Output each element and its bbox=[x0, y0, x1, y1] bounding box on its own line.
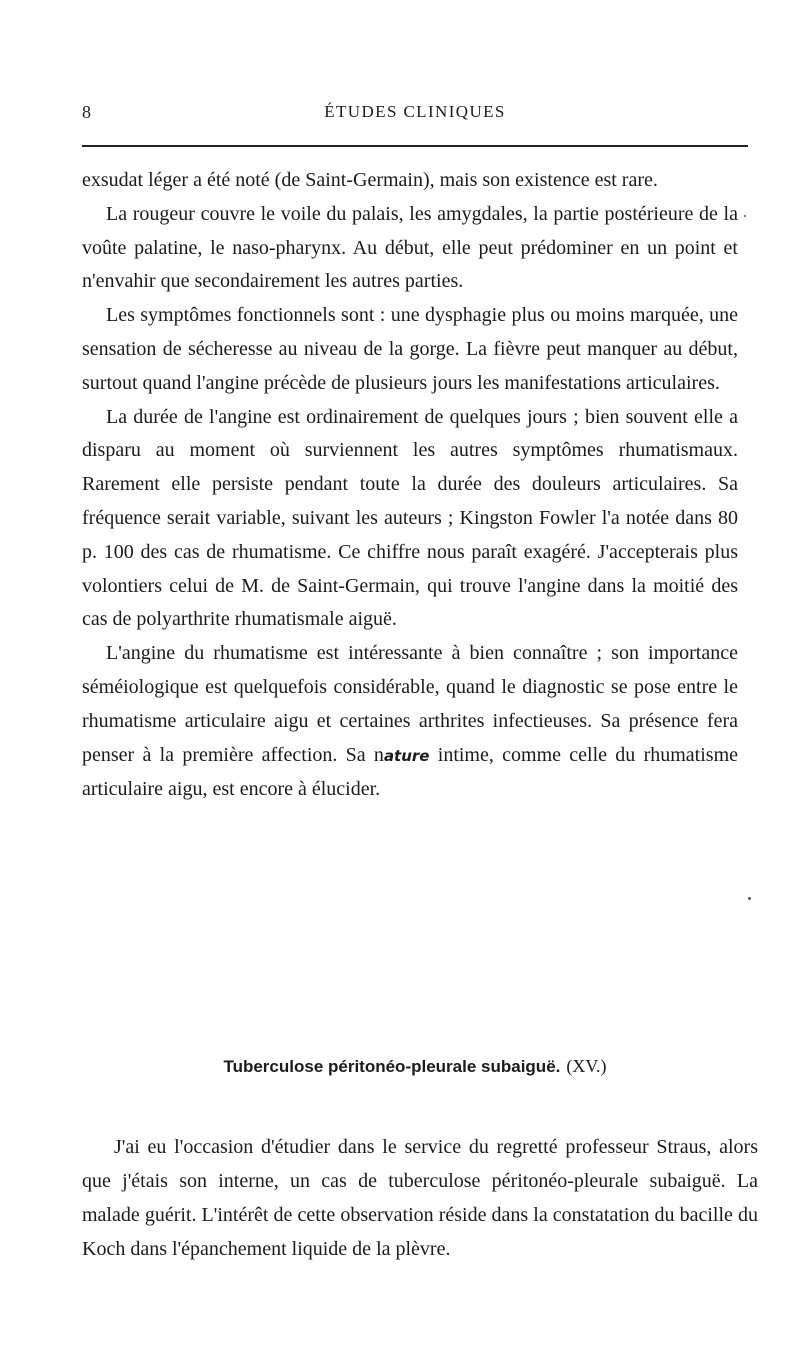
paragraph: La rougeur couvre le voile du palais, les amygdales, la partie postérieure de la voûte palatine, le naso-pharynx. Au début, elle peut prédominer en un point et n'envahir que secondairement les autres parties. bbox=[82, 202, 738, 293]
section-body bbox=[82, 1130, 758, 1266]
ink-speck bbox=[744, 215, 746, 217]
section-number: (XV.) bbox=[566, 1056, 607, 1076]
header-rule bbox=[82, 145, 748, 147]
body-text bbox=[82, 164, 738, 807]
page-number: 8 bbox=[82, 102, 92, 122]
section-title: Tuberculose péritonéo-pleurale subaiguë. bbox=[223, 1057, 561, 1076]
paragraph-text-before: L'angine du rhumatisme est intéressante à bien connaître ; son importance séméiologique est quelquefois considérable, quand le diagnostic se pose entre le rhumatisme articulaire aigu et certaines arthrites infectieuses. Sa présence fera penser à la première affection. Sa n bbox=[82, 642, 738, 766]
paragraph: La durée de l'angine est ordinairement de quelques jours ; bien souvent elle a disparu au moment où surviennent les autres symptômes rhumatismaux. Rarement elle persiste pendant toute la durée des douleurs articulaires. Sa fréquence serait variable, suivant les auteurs ; Kingston Fowler l'a notée dans 80 p. 100 des cas de rhumatisme. Ce chiffre nous paraît exagéré. J'accepterais plus volontiers celui de M. de Saint-Germain, qui trouve l'angine dans la moitié des cas de polyarthrite rhumatismale aiguë. bbox=[82, 405, 738, 631]
paragraph-text-after: intime, comme celle du rhumatisme articulaire aigu, est encore à élucider. bbox=[82, 743, 739, 801]
paragraph: Les symptômes fonctionnels sont : une dysphagie plus ou moins marquée, une sensation de sécheresse au niveau de la gorge. La fièvre peut manquer au début, surtout quand l'angine précède de plusieurs jours les manifestations articulaires. bbox=[82, 304, 738, 394]
paragraph: exsudat léger a été noté (de Saint-Germain), mais son existence est rare. bbox=[82, 169, 658, 191]
section-heading bbox=[82, 1056, 748, 1077]
running-title: ÉTUDES CLINIQUES bbox=[324, 102, 506, 121]
paragraph-with-correction bbox=[82, 637, 738, 807]
ink-speck bbox=[748, 897, 751, 900]
page-header bbox=[82, 102, 748, 130]
paragraph: J'ai eu l'occasion d'étudier dans le service du regretté professeur Straus, alors que j'étais son interne, un cas de tuberculose péritonéo-pleurale subaiguë. La malade guérit. L'intérêt de cette observation réside dans la constatation du bacille du Koch dans l'épanchement liquide de la plèvre. bbox=[82, 1136, 758, 1260]
handwritten-correction: ature bbox=[383, 746, 430, 765]
